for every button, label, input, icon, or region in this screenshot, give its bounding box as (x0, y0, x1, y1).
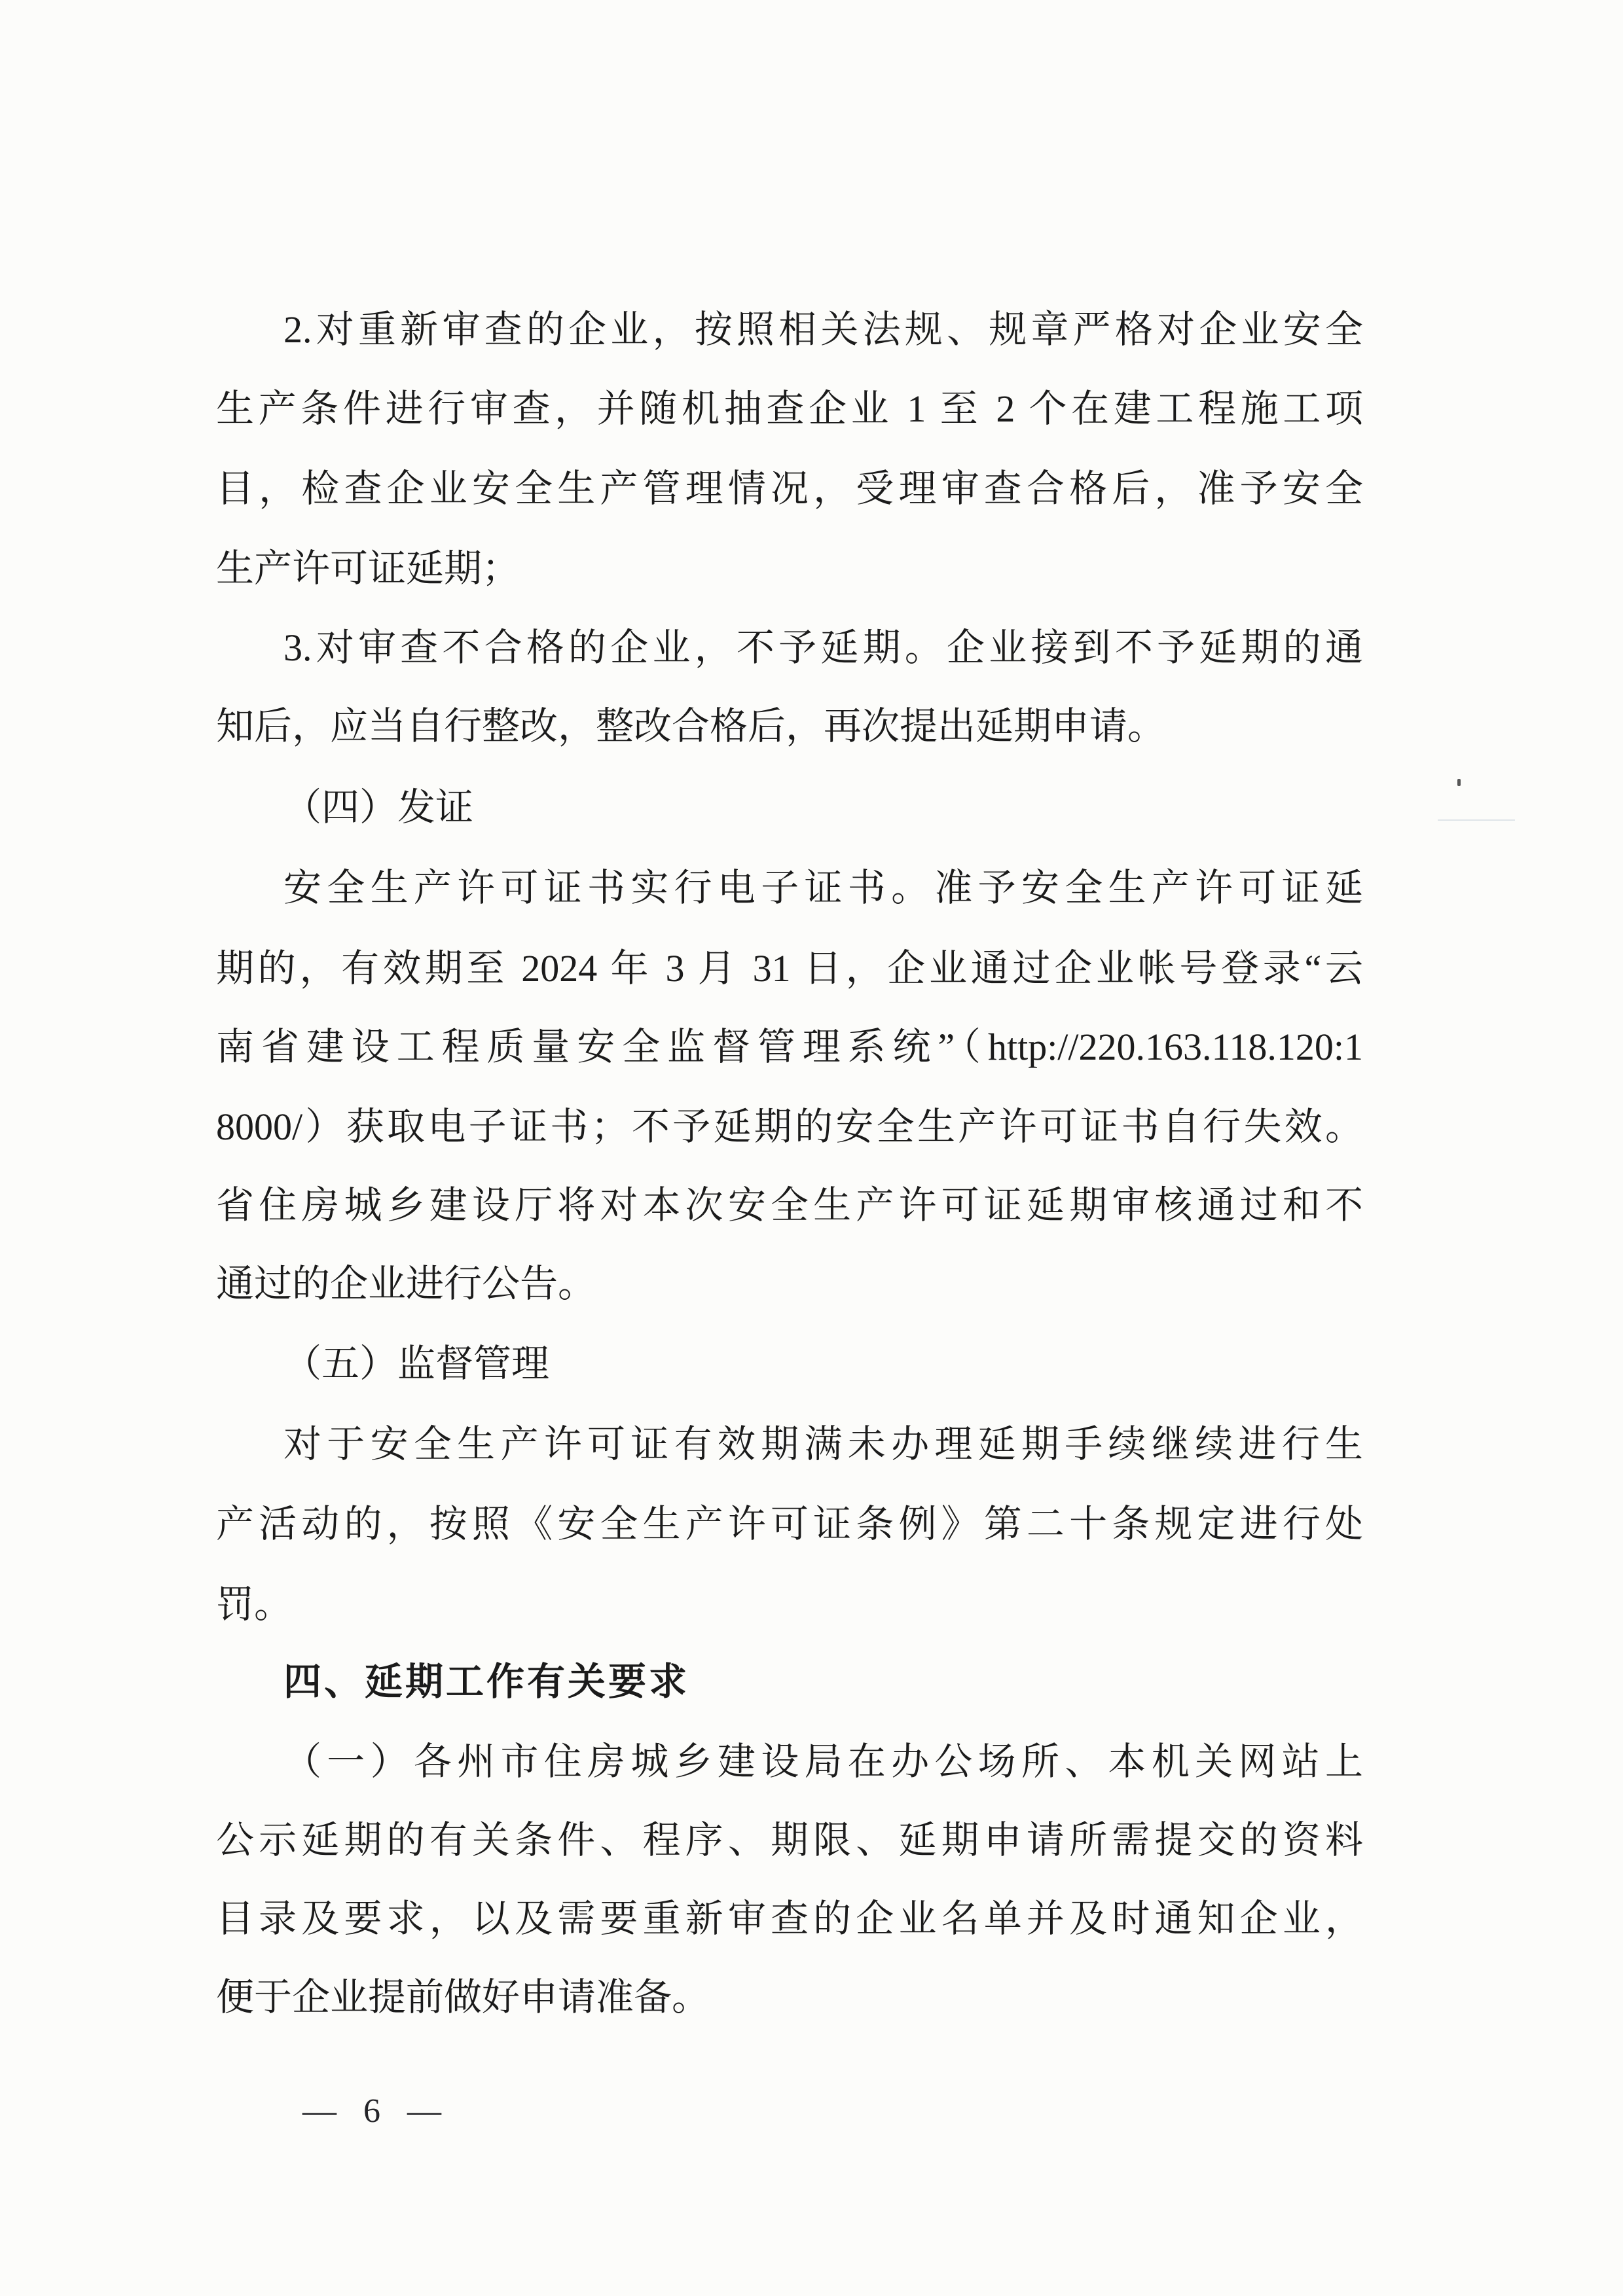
section-subheading: （四）发证 (283, 786, 474, 829)
paragraph-line: 生产许可证延期； (216, 547, 520, 590)
paragraph-line: 罚。 (216, 1583, 293, 1626)
paragraph-line: 期的，有效期至 2024 年 3 月 31 日，企业通过企业帐号登录“云 (216, 947, 1363, 990)
paragraph-line: 通过的企业进行公告。 (216, 1263, 596, 1305)
paragraph-line: 对于安全生产许可证有效期满未办理延期手续继续进行生 (283, 1423, 1363, 1465)
scan-artifact-line (1438, 819, 1515, 821)
paragraph-line: 2.对重新审查的企业，按照相关法规、规章严格对企业安全 (283, 308, 1363, 351)
paragraph-line: 南省建设工程质量安全监督管理系统”（http://220.163.118.120:1 (216, 1026, 1363, 1068)
page-number: — 6 — (302, 2092, 450, 2130)
scan-artifact-dot (1457, 779, 1461, 786)
section-heading: 四、延期工作有关要求 (283, 1660, 690, 1703)
section-subheading: （五）监督管理 (283, 1342, 550, 1385)
paragraph-line: 8000/）获取电子证书；不予延期的安全生产许可证书自行失效。 (216, 1105, 1363, 1148)
paragraph-line: 知后，应当自行整改，整改合格后，再次提出延期申请。 (216, 705, 1166, 747)
paragraph-line: 便于企业提前做好申请准备。 (216, 1976, 710, 2018)
paragraph-line: 公示延期的有关条件、程序、期限、延期申请所需提交的资料 (216, 1819, 1363, 1861)
paragraph-line: 目，检查企业安全生产管理情况，受理审查合格后，准予安全 (216, 467, 1363, 510)
paragraph-line: 安全生产许可证书实行电子证书。准予安全生产许可证延 (283, 867, 1363, 909)
paragraph-line: 目录及要求，以及需要重新审查的企业名单并及时通知企业， (216, 1897, 1363, 1940)
paragraph-line: 产活动的，按照《安全生产许可证条例》第二十条规定进行处 (216, 1503, 1363, 1545)
paragraph-line: 省住房城乡建设厅将对本次安全生产许可证延期审核通过和不 (216, 1184, 1363, 1227)
paragraph-line: 3.对审查不合格的企业，不予延期。企业接到不予延期的通 (283, 626, 1363, 669)
paragraph-line: （一）各州市住房城乡建设局在办公场所、本机关网站上 (283, 1740, 1363, 1783)
paragraph-line: 生产条件进行审查，并随机抽查企业 1 至 2 个在建工程施工项 (216, 387, 1363, 430)
